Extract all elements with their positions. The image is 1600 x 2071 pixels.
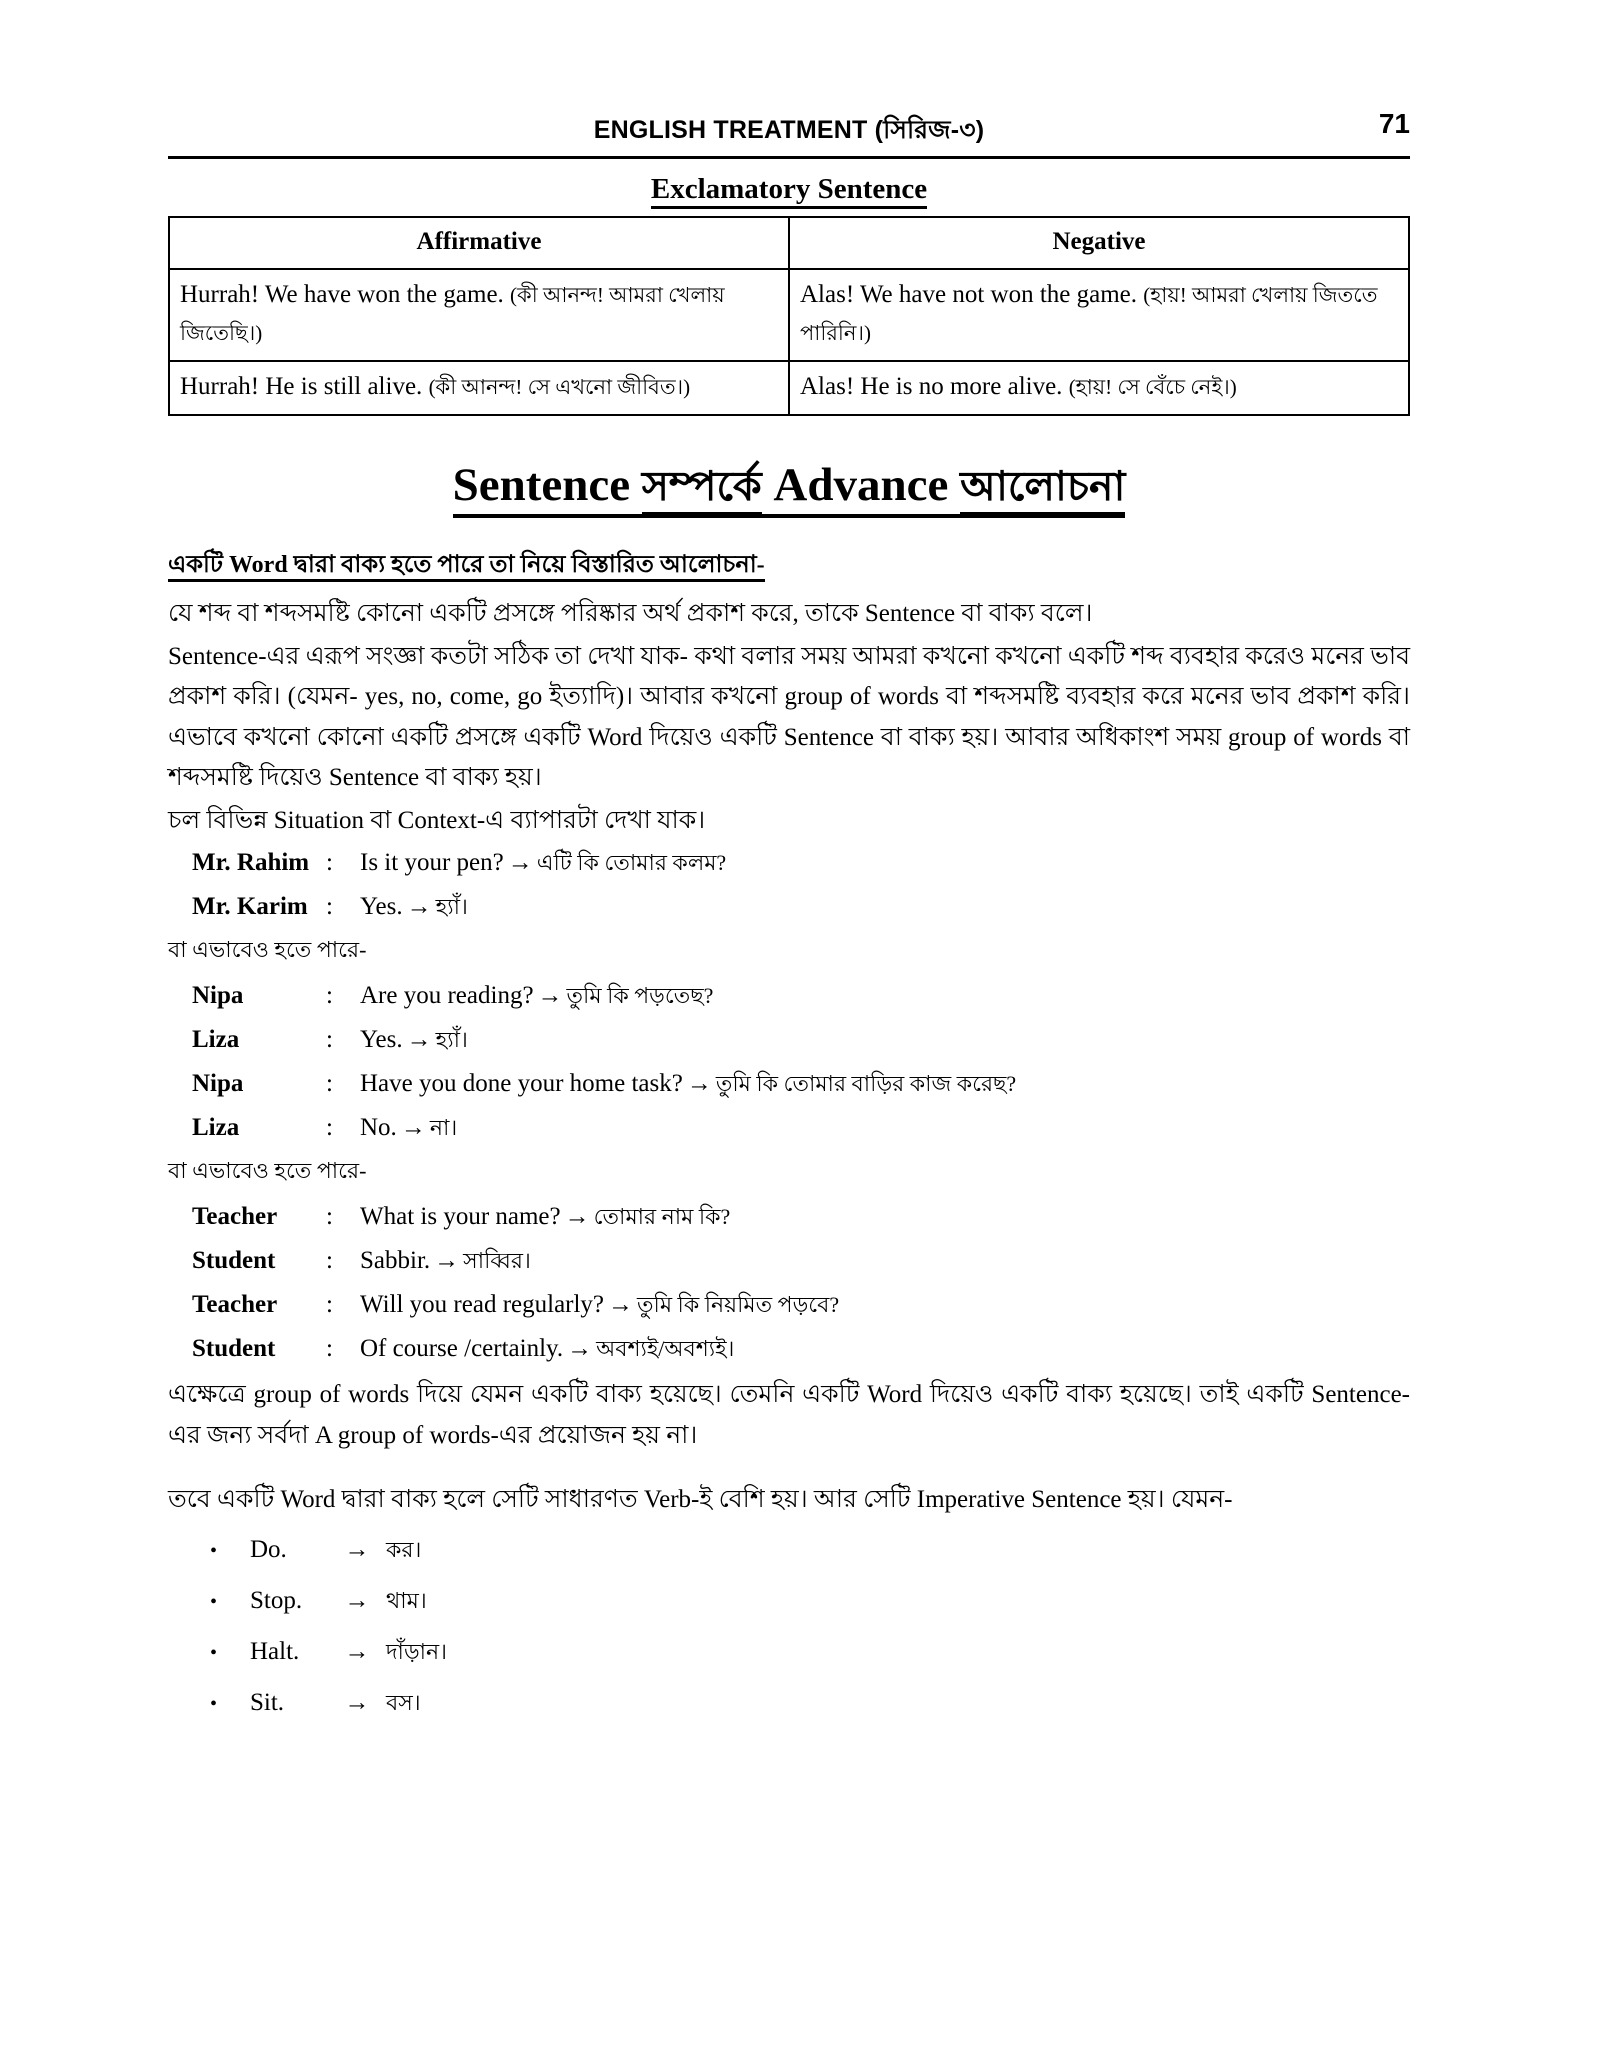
negative-bangla-1: (হায়! আমরা খেলায় জিততে পারিনি।) [800, 283, 1378, 345]
negative-english-2: Alas! He is no more alive. [800, 373, 1063, 400]
paragraph-imperative-note: তবে একটি Word দ্বারা বাক্য হলে সেটি সাধারণত Verb-ই বেশি হয়। আর সেটি Imperative Sentence হয়। যেমন- [168, 1486, 1233, 1514]
example-english: Do. [250, 1535, 287, 1563]
arrow-icon: → [406, 893, 432, 921]
dialogue-text [360, 845, 726, 880]
dialogue-text [360, 889, 468, 924]
section-heading [168, 458, 1410, 512]
bullet-icon: • [210, 1641, 218, 1664]
list-item [168, 1635, 1410, 1672]
example-english: Stop. [250, 1586, 303, 1614]
negative-bangla-2: (হায়! সে বেঁচে নেই।) [1068, 375, 1237, 399]
colon-separator: : [326, 1070, 333, 1098]
cell-affirmative-1 [169, 269, 789, 361]
dialogue-1 [168, 845, 1410, 924]
arrow-icon: → [507, 849, 533, 877]
cell-negative-2 [789, 361, 1409, 415]
dialogue-english: Of course /certainly. [360, 1335, 564, 1363]
colon-separator: : [326, 1026, 333, 1054]
table-header-row [169, 217, 1409, 269]
bullet-icon: • [210, 1692, 218, 1715]
dialogue-english: Yes. [360, 893, 403, 921]
colon-separator: : [326, 1335, 333, 1363]
page-number: 71 [1378, 108, 1410, 139]
dialogue-line [168, 845, 1410, 880]
column-header-affirmative: Affirmative [169, 217, 789, 269]
speaker-name: Student [192, 1335, 276, 1363]
page-title-text: Exclamatory Sentence [651, 173, 927, 209]
arrow-icon: → [344, 1586, 370, 1614]
speaker-name: Liza [192, 1026, 240, 1054]
dialogue-text [360, 1110, 457, 1145]
paragraph-definition: যে শব্দ বা শব্দসমষ্টি কোনো একটি প্রসঙ্গে পরিষ্কার অর্থ প্রকাশ করে, তাকে Sentence বা বাক্য বলে। [168, 600, 1093, 628]
book-title: ENGLISH TREATMENT (সিরিজ-৩) [593, 116, 985, 144]
dialogue-text [360, 1022, 468, 1057]
dialogue-line [168, 1243, 1410, 1278]
section-heading-part-3: Advance [773, 459, 948, 518]
paragraph-context-intro: চল বিভিন্ন Situation বা Context-এ ব্যাপারটা দেখা যাক। [168, 806, 706, 834]
dialogue-line [168, 889, 1410, 924]
list-item [168, 1686, 1410, 1723]
header-divider [168, 156, 1410, 159]
dialogue-bangla: তোমার নাম কি? [593, 1204, 731, 1230]
arrow-icon: → [537, 982, 563, 1010]
spacer [168, 1458, 1410, 1480]
arrow-icon: → [406, 1026, 432, 1054]
dialogue-bangla: অবশ্যই/অবশ্যই। [596, 1336, 735, 1362]
affirmative-bangla-2: (কী আনন্দ! সে এখনো জীবিত।) [428, 375, 691, 399]
list-item [168, 1533, 1410, 1570]
dialogue-2 [168, 978, 1410, 1145]
dialogue-bangla: হ্যাঁ। [435, 894, 468, 920]
dialogue-bangla: না। [429, 1115, 458, 1141]
speaker-name: Student [192, 1247, 276, 1275]
dialogue-bangla: হ্যাঁ। [435, 1027, 468, 1053]
dialogue-line [168, 978, 1410, 1013]
arrow-icon: → [400, 1114, 426, 1142]
example-english: Sit. [250, 1688, 285, 1716]
cell-negative-1 [789, 269, 1409, 361]
dialogue-line [168, 1022, 1410, 1057]
example-bangla: বস। [386, 1689, 421, 1715]
dialogue-line [168, 1110, 1410, 1145]
arrow-icon: → [564, 1203, 590, 1231]
affirmative-bangla-1: (কী আনন্দ! আমরা খেলায় জিতেছি।) [180, 283, 725, 345]
dialogue-english: Have you done your home task? [360, 1070, 683, 1098]
section-heading-part-1: Sentence [453, 459, 631, 518]
arrow-icon: → [434, 1247, 460, 1275]
arrow-icon: → [344, 1637, 370, 1665]
example-bangla: থাম। [386, 1587, 427, 1613]
arrow-icon: → [567, 1335, 593, 1363]
example-bangla: দাঁড়ান। [386, 1638, 448, 1664]
alternative-note-1: বা এভাবেও হতে পারে- [168, 937, 367, 963]
dialogue-english: Will you read regularly? [360, 1291, 605, 1319]
negative-english-1: Alas! We have not won the game. [800, 281, 1138, 308]
section-heading-part-4: আলোচনা [960, 463, 1125, 516]
exclamatory-sentence-table [168, 216, 1410, 416]
dialogue-text [360, 978, 713, 1013]
speaker-name: Teacher [192, 1203, 278, 1231]
affirmative-english-1: Hurrah! We have won the game. [180, 281, 504, 308]
column-header-negative: Negative [789, 217, 1409, 269]
dialogue-line [168, 1331, 1410, 1366]
bullet-icon: • [210, 1590, 218, 1613]
dialogue-bangla: তুমি কি নিয়মিত পড়বে? [637, 1292, 840, 1318]
dialogue-english: Sabbir. [360, 1247, 431, 1275]
running-header [168, 110, 1410, 154]
colon-separator: : [326, 982, 333, 1010]
bullet-icon: • [210, 1539, 218, 1562]
dialogue-bangla: তুমি কি পড়তেছ? [566, 983, 714, 1009]
table-row [169, 269, 1409, 361]
arrow-icon: → [344, 1688, 370, 1716]
subsection-heading-text: একটি Word দ্বারা বাক্য হতে পারে তা নিয়ে বিস্তারিত আলোচনা- [168, 552, 765, 582]
dialogue-bangla: সাব্বির। [463, 1248, 531, 1274]
colon-separator: : [326, 1291, 333, 1319]
arrow-icon: → [344, 1535, 370, 1563]
dialogue-text [360, 1331, 734, 1366]
dialogue-english: Is it your pen? [360, 849, 504, 877]
speaker-name: Mr. Karim [192, 893, 308, 921]
dialogue-text [360, 1243, 531, 1278]
page-title [168, 173, 1410, 206]
speaker-name: Nipa [192, 982, 244, 1010]
alternative-note-2: বা এভাবেও হতে পারে- [168, 1158, 367, 1184]
dialogue-line [168, 1199, 1410, 1234]
colon-separator: : [326, 1114, 333, 1142]
colon-separator: : [326, 1203, 333, 1231]
list-item [168, 1584, 1410, 1621]
table-row [169, 361, 1409, 415]
dialogue-line [168, 1066, 1410, 1101]
speaker-name: Nipa [192, 1070, 244, 1098]
affirmative-english-2: Hurrah! He is still alive. [180, 373, 423, 400]
speaker-name: Liza [192, 1114, 240, 1142]
dialogue-text [360, 1287, 839, 1322]
dialogue-3 [168, 1199, 1410, 1366]
dialogue-text [360, 1066, 1016, 1101]
subsection-heading [168, 546, 1410, 586]
arrow-icon: → [608, 1291, 634, 1319]
dialogue-english: No. [360, 1114, 397, 1142]
dialogue-english: What is your name? [360, 1203, 561, 1231]
speaker-name: Teacher [192, 1291, 278, 1319]
page-content [168, 110, 1410, 1737]
dialogue-text [360, 1199, 730, 1234]
arrow-icon: → [686, 1070, 712, 1098]
colon-separator: : [326, 893, 333, 921]
section-heading-text [453, 459, 1126, 518]
dialogue-line [168, 1287, 1410, 1322]
dialogue-english: Yes. [360, 1026, 403, 1054]
paragraph-explanation: Sentence-এর এরূপ সংজ্ঞা কতটা সঠিক তা দেখা যাক- কথা বলার সময় আমরা কখনো কখনো একটি শব্দ ব্যবহার করেও মনের ভাব প্রকাশ করি। (যেমন- yes, no, come, go ইত্যাদি)। আবার কখনো group of words বা শব্দসমষ্টি ব্যবহার করে মনের ভাব প্রকাশ করি। এভাবে কখনো কোনো একটি প্রসঙ্গে একটি Word দিয়েও একটি Sentence বা বাক্য হয়। আবার অধিকাংশ সময় group of words বা শব্দসমষ্টি দিয়েও Sentence বা বাক্য হয়। [168, 642, 1410, 792]
paragraph-conclusion: এক্ষেত্রে group of words দিয়ে যেমন একটি বাক্য হয়েছে। তেমনি একটি Word দিয়েও একটি বাক্য হয়েছে। তাই একটি Sentence-এর জন্য সর্বদা A group of words-এর প্রয়োজন হয় না। [168, 1381, 1410, 1449]
example-list [168, 1533, 1410, 1723]
colon-separator: : [326, 1247, 333, 1275]
cell-affirmative-2 [169, 361, 789, 415]
colon-separator: : [326, 849, 333, 877]
example-bangla: কর। [386, 1536, 422, 1562]
section-heading-part-2: সম্পর্কে [642, 463, 762, 516]
dialogue-english: Are you reading? [360, 982, 534, 1010]
speaker-name: Mr. Rahim [192, 849, 310, 877]
dialogue-bangla: এটি কি তোমার কলম? [536, 850, 727, 876]
dialogue-bangla: তুমি কি তোমার বাড়ির কাজ করেছ? [715, 1071, 1017, 1097]
example-english: Halt. [250, 1637, 300, 1665]
